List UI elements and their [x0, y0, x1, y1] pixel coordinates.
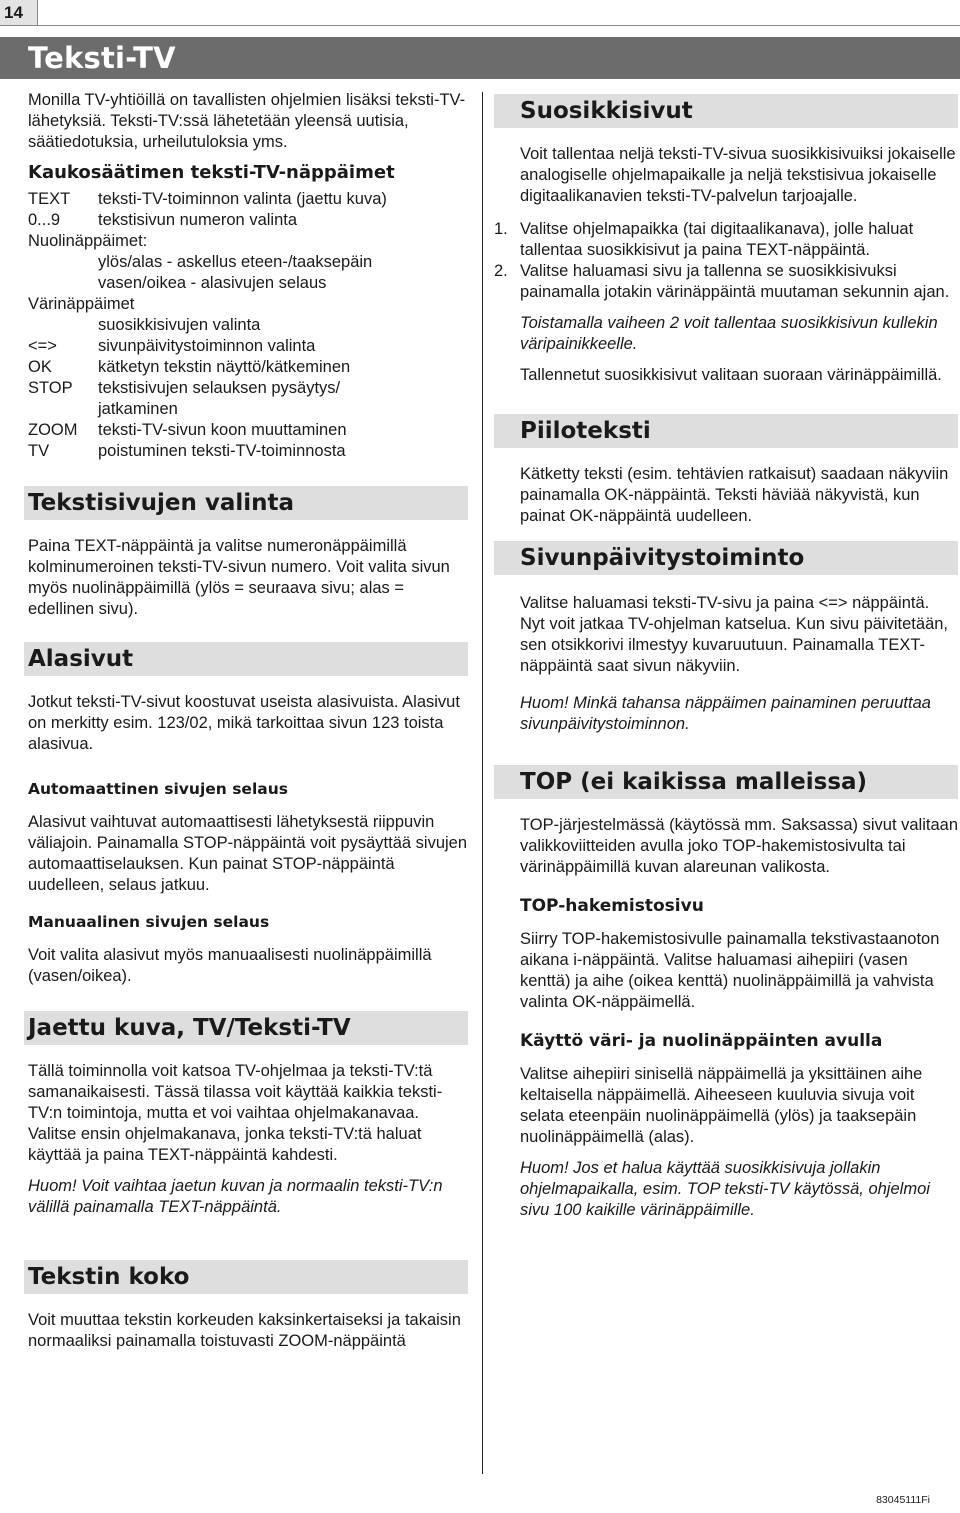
favorites-steps	[494, 219, 958, 303]
section-bar-subpages	[24, 642, 468, 676]
update-content	[494, 593, 958, 735]
step-item	[494, 219, 958, 261]
section-bar-favorites	[494, 94, 958, 128]
step-number: 1.	[494, 220, 508, 238]
section-title: Jaettu kuva, TV/Teksti-TV	[28, 1015, 351, 1041]
key-row-stop	[28, 378, 468, 399]
main-title-bar	[0, 37, 960, 79]
key-code: ZOOM	[28, 421, 78, 439]
main-title: Teksti-TV	[28, 41, 176, 75]
top-rule	[0, 25, 960, 26]
section-bar-page-select	[24, 486, 468, 520]
key-code: STOP	[28, 379, 73, 397]
key-desc: poistuminen teksti-TV-toiminnosta	[98, 442, 346, 460]
key-code: TV	[28, 442, 50, 460]
left-column	[28, 90, 468, 1352]
step-number: 2.	[494, 262, 508, 280]
key-row-arrows-label	[28, 231, 468, 252]
section-title: Sivunpäivitystoiminto	[520, 545, 805, 571]
key-row-color-label	[28, 294, 468, 315]
key-code: OK	[28, 358, 52, 376]
key-desc: tekstisivujen selauksen pysäytys/	[98, 379, 341, 397]
page-number: 14	[0, 0, 38, 26]
top-content	[494, 815, 958, 1221]
key-code: TEXT	[28, 190, 71, 208]
key-group-label: Värinäppäimet	[28, 295, 135, 313]
section-body: Valitse aihepiiri sinisellä näppäimellä ja yksittäinen aihe keltaisella näppäimellä. Aiheeseen kuuluvia sivuja voit selata eteenpäin nuolinäppäimellä (ylös) ja taaksepäin nuolinäppäimellä (alas).	[520, 1065, 923, 1146]
section-note: Toistamalla vaiheen 2 voit tallentaa suosikkisivun kullekin väripainikkeelle.	[520, 314, 938, 353]
section-body: Jotkut teksti-TV-sivut koostuvat useista alasivuista. Alasivut on merkitty esim. 123/02, mikä tarkoittaa sivun 123 toista alasivua.	[28, 693, 460, 753]
key-list	[28, 189, 468, 462]
favorites-notes	[494, 313, 958, 386]
key-desc: teksti-TV-sivun koon muuttaminen	[98, 421, 347, 439]
section-bar-top	[494, 765, 958, 799]
key-desc: suosikkisivujen valinta	[98, 316, 261, 334]
section-title: Alasivut	[28, 646, 134, 672]
favorites-content	[494, 144, 958, 207]
key-code: <=>	[28, 337, 57, 355]
section-bar-text-size	[24, 1260, 468, 1294]
section-bar-hidden	[494, 414, 958, 448]
key-desc: kätketyn tekstin näyttö/kätkeminen	[98, 358, 351, 376]
step-item	[494, 261, 958, 303]
section-title: Piiloteksti	[520, 418, 651, 444]
section-title: Tekstisivujen valinta	[28, 490, 295, 516]
section-body: Alasivut vaihtuvat automaattisesti lähetyksestä riippuvin väliajoin. Painamalla STOP-näppäintä voit pysäyttää sivujen automaattiselauksen. Kun painat STOP-näppäintä uudelleen, selaus jatkuu.	[28, 813, 468, 894]
key-desc: sivunpäivitystoiminnon valinta	[98, 337, 316, 355]
intro-paragraph: Monilla TV-yhtiöillä on tavallisten ohjelmien lisäksi teksti-TV-lähetyksiä. Teksti-TV:ssä lähetetään yleensä uutisia, säätiedotuksia, urheilutuloksia yms.	[28, 91, 466, 151]
column-divider	[482, 92, 483, 1474]
section-body: Tallennetut suosikkisivut valitaan suoraan värinäppäimillä.	[520, 366, 942, 384]
key-desc: jatkaminen	[98, 400, 178, 418]
section-body: Voit tallentaa neljä teksti-TV-sivua suosikkisivuiksi jokaiselle analogiselle ohjelmapaikalle ja neljä tekstisivua jokaiselle digitaalikanavien teksti-TV-palvelun tarjoajalle.	[520, 145, 956, 205]
key-row-tv	[28, 441, 468, 462]
section-title: Tekstin koko	[28, 1264, 190, 1290]
section-bar-update	[494, 541, 958, 575]
step-text: Valitse ohjelmapaikka (tai digitaalikanava), jolle haluat tallentaa suosikkisivut ja paina TEXT-näppäintä.	[520, 220, 914, 259]
section-body: Paina TEXT-näppäintä ja valitse numeronäppäimillä kolminumeroinen teksti-TV-sivun numero. Voit valita sivun myös nuolinäppäimillä (ylös = seuraava sivu; alas = edellinen sivu).	[28, 537, 450, 618]
section-title: Suosikkisivut	[520, 98, 693, 124]
section-body: Valitse ensin ohjelmakanava, jonka teksti-TV:tä haluat käyttää ja paina TEXT-näppäintä kahdesti.	[28, 1125, 422, 1164]
section-body: Voit muuttaa tekstin korkeuden kaksinkertaiseksi ja takaisin normaaliksi painamalla toistuvasti ZOOM-näppäintä	[28, 1311, 461, 1350]
section-note: Huom! Jos et halua käyttää suosikkisivuja jollakin ohjelmapaikalla, esim. TOP teksti-TV käytössä, ohjelmoi sivu 100 kaikille värinäppäimille.	[520, 1159, 930, 1219]
section-body: Valitse haluamasi teksti-TV-sivu ja paina <=> näppäintä. Nyt voit jatkaa TV-ohjelman katselua. Kun sivu päivitetään, sen otsikkorivi ilmestyy kuvaruutuun. Painamalla TEXT-näppäintä saat sivun näkyviin.	[520, 594, 949, 675]
key-code: 0...9	[28, 211, 61, 229]
step-text: Valitse haluamasi sivu ja tallenna se suosikkisivuksi painamalla jotakin värinäppäintä muutaman sekunnin ajan.	[520, 262, 950, 301]
remote-keys-heading: Kaukosäätimen teksti-TV-näppäimet	[28, 162, 395, 183]
key-row-text	[28, 189, 468, 210]
right-column	[494, 94, 958, 1221]
document-code: 83045111Fi	[876, 1494, 930, 1506]
subheading-top-index: TOP-hakemistosivu	[520, 896, 704, 916]
key-row-ok	[28, 357, 468, 378]
section-body: Voit valita alasivut myös manuaalisesti nuolinäppäimillä (vasen/oikea).	[28, 946, 432, 985]
section-title: TOP (ei kaikissa malleissa)	[520, 769, 868, 795]
section-body: Siirry TOP-hakemistosivulle painamalla tekstivastaanoton aikana i-näppäintä. Valitse haluamasi aihepiiri (vasen kenttä) ja aihe (oikea kenttä) nuolinäppäimillä ja vahvista valinta OK-näppäimellä.	[520, 930, 940, 1011]
key-desc: ylös/alas - askellus eteen-/taaksepäin	[98, 253, 373, 271]
key-desc: teksti-TV-toiminnon valinta (jaettu kuva)	[98, 190, 387, 208]
section-body: TOP-järjestelmässä (käytössä mm. Saksassa) sivut valitaan valikkoviitteiden avulla joko TOP-hakemistosivulta tai värinäppäimillä kuvan alareunan valikosta.	[520, 816, 958, 876]
subheading-top-color: Käyttö väri- ja nuolinäppäinten avulla	[520, 1031, 883, 1051]
key-row-swap	[28, 336, 468, 357]
section-note: Huom! Minkä tahansa näppäimen painaminen peruuttaa sivunpäivitystoiminnon.	[520, 694, 931, 733]
hidden-content	[494, 464, 958, 527]
key-row-zoom	[28, 420, 468, 441]
section-body: Tällä toiminnolla voit katsoa TV-ohjelmaa ja teksti-TV:tä samanaikaisesti. Tässä tilassa voit käyttää kaikkia teksti-TV:n toimintoja, mutta et voi vaihtaa ohjelmakanavaa.	[28, 1062, 443, 1122]
key-group-label: Nuolinäppäimet:	[28, 232, 148, 250]
section-bar-split	[24, 1011, 468, 1045]
section-body: Kätketty teksti (esim. tehtävien ratkaisut) saadaan näkyviin painamalla OK-näppäintä. Teksti häviää näkyvistä, kun painat OK-näppäintä uudelleen.	[520, 465, 949, 525]
section-note: Huom! Voit vaihtaa jaetun kuvan ja normaalin teksti-TV:n välillä painamalla TEXT-näppäintä.	[28, 1177, 443, 1216]
key-row-numbers	[28, 210, 468, 231]
subheading-auto: Automaattinen sivujen selaus	[28, 780, 288, 798]
key-desc: vasen/oikea - alasivujen selaus	[98, 274, 327, 292]
subheading-manual: Manuaalinen sivujen selaus	[28, 913, 270, 931]
key-desc: tekstisivun numeron valinta	[98, 211, 298, 229]
